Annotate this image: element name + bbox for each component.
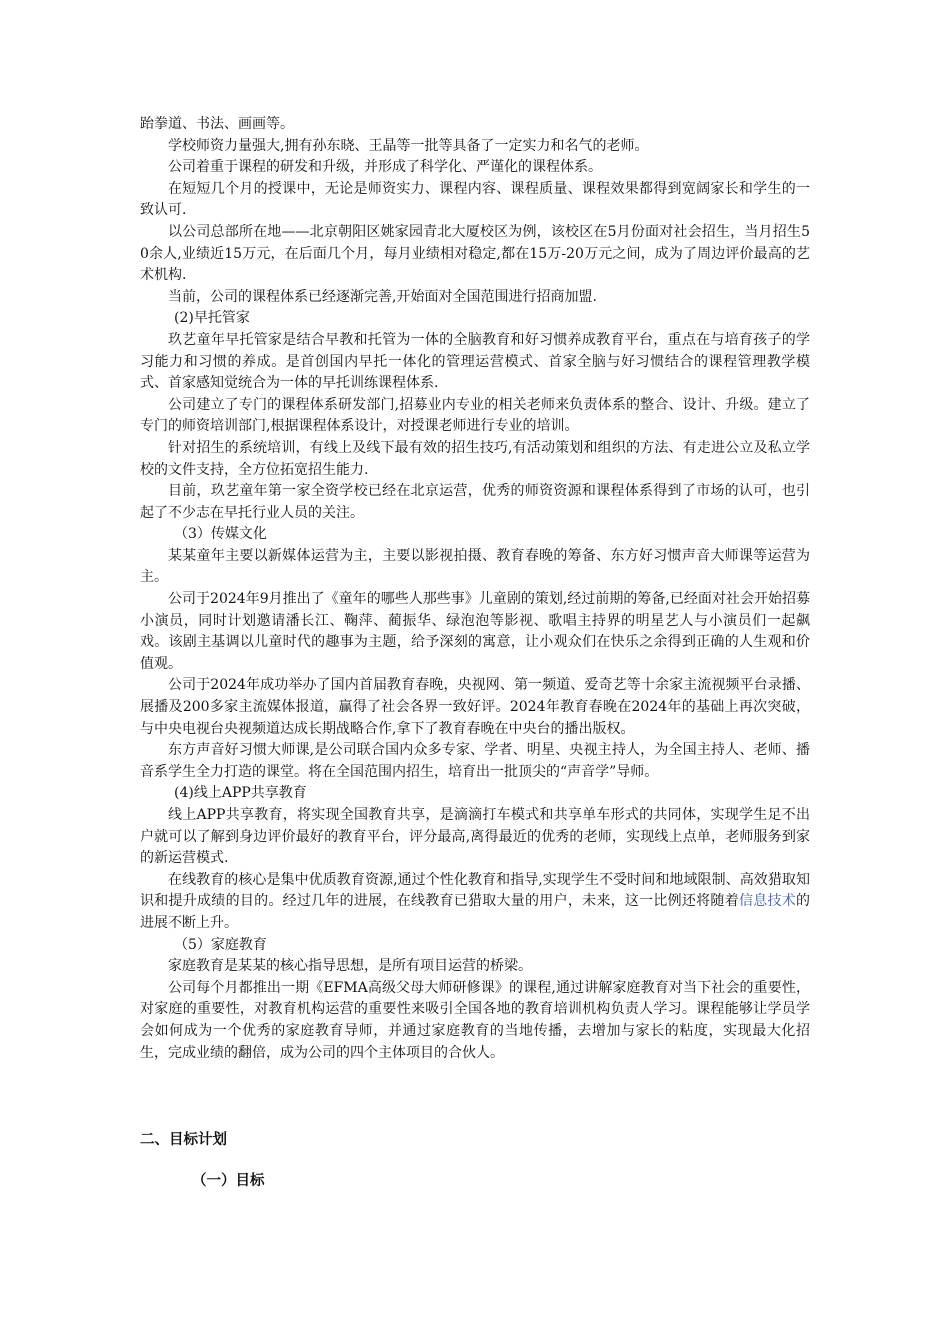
paragraph: 公司于2024年成功举办了国内首届教育春晚，央视网、第一频道、爱奇艺等十余家主流视频平台录播、展播及200多家主流媒体报道，赢得了社会各界一致好评。2024年教育春晚在2024年的基础上再次突破，与中央电视台央视频道达成长期战略合作,拿下了教育春晚在中央台的播出版权。 [140, 677, 810, 737]
heading-target: （一）目标 [192, 1173, 265, 1189]
paragraph: 公司建立了专门的课程体系研发部门,招募业内专业的相关老师来负责体系的整合、设计、升级。建立了专门的师资培训部门,根据课程体系设计，对授课老师进行专业的培训。 [140, 396, 810, 435]
paragraph: 玖艺童年早托管家是结合早教和托管为一体的全脑教育和好习惯养成教育平台，重点在与培育孩子的学习能力和习惯的养成。是首创国内早托一体化的管理运营模式、首家全脑与好习惯结合的课程管理教学模式、首家感知觉统合为一体的早托训练课程体系. [140, 331, 810, 392]
heading-target-plan: 二、目标计划 [140, 1132, 227, 1148]
paragraph: 针对招生的系统培训，有线上及线下最有效的招生技巧,有活动策划和组织的方法、有走进公立及私立学校的文件支持，全方位拓宽招生能力. [140, 439, 810, 478]
section-heading-media: （3）传媒文化 [174, 526, 267, 543]
section-heading-app: (4)线上APP共享教育 [174, 785, 307, 802]
paragraph: 公司着重于课程的研发和升级，并形成了科学化、严谨化的课程体系。 [168, 159, 602, 176]
paragraph: 目前，玖艺童年第一家全资学校已经在北京运营，优秀的师资资源和课程体系得到了市场的认可，也引起了不少志在早托行业人员的关注。 [140, 483, 810, 521]
section-heading-family: （5）家庭教育 [174, 936, 267, 953]
paragraph: 以公司总部所在地——北京朝阳区姚家园青北大厦校区为例，该校区在5月份面对社会招生，当月招生50余人,业绩近15万元，在后面几个月，每月业绩相对稳定,都在15万-20万元之间，成为了周边评价最高的艺术机构. [140, 223, 810, 284]
paragraph: 某某童年主要以新媒体运营为主，主要以影视拍摄、教育春晚的筹备、东方好习惯声音大师课等运营为主。 [140, 547, 810, 586]
paragraph-text: 的进展不断上升。 [140, 893, 811, 931]
paragraph: 跆拳道、书法、画画等。 [140, 116, 294, 132]
paragraph: 东方声音好习惯大师课,是公司联合国内众多专家、学者、明星、央视主持人，为全国主持人、老师、播音系学生全力打造的课堂。将在全国范围内招生，培育出一批顶尖的“声音学”导师。 [140, 742, 810, 780]
paragraph: 公司于2024年9月推出了《童年的哪些人那些事》儿童剧的策划,经过前期的筹备,已经面对社会开始招募小演员，同时计划邀请潘长江、鞠萍、蔺振华、绿泡泡等影视、歌唱主持界的明星艺人与小演员们一起飙戏。该剧主基调以儿童时代的趣事为主题，给予深刻的寓意，让小观众们在快乐之余得到正确的人生观和价值观。 [140, 591, 810, 672]
paragraph: 学校师资力量强大,拥有孙东晓、王晶等一批等具备了一定实力和名气的老师。 [168, 137, 649, 154]
paragraph: 在短短几个月的授课中，无论是师资实力、课程内容、课程质量、课程效果都得到宽阔家长和学生的一致认可. [140, 180, 810, 219]
document-body [140, 114, 810, 1064]
info-tech-link[interactable]: 信息技术 [738, 893, 797, 910]
paragraph: 当前，公司的课程体系已经逐渐完善,开始面对全国范围进行招商加盟. [168, 288, 597, 305]
paragraph-text: 在线教育的核心是集中优质教育资源,通过个性化教育和指导,实现学生不受时间和地域限制、高效猎取知识和提升成绩的目的。经过几年的进展，在线教育已猎取大量的用户，未来，这一比例还将随着 [140, 871, 810, 910]
section-heading-early-care: (2)早托管家 [174, 310, 250, 327]
paragraph: 公司每个月都推出一期《EFMA高级父母大师研修课》的课程,通过讲解家庭教育对当下社会的重要性，对家庭的重要性，对教育机构运营的重要性来吸引全国各地的教育培训机构负责人学习。课程能够让学员学会如何成为一个优秀的家庭教育导师，并通过家庭教育的当地传播，去增加与家长的粘度，实现最大化招生，完成业绩的翻倍，成为公司的四个主体项目的合伙人。 [140, 979, 810, 1061]
paragraph: 线上APP共享教育，将实现全国教育共享，是滴滴打车模式和共享单车形式的共同体，实现学生足不出户就可以了解到身边评价最好的教育平台，评分最高,离得最近的优秀的老师，实现线上点单，老师服务到家的新运营模式. [140, 807, 810, 867]
paragraph: 家庭教育是某某的核心指导思想，是所有项目运营的桥梁。 [168, 958, 532, 975]
paragraph [140, 870, 810, 935]
